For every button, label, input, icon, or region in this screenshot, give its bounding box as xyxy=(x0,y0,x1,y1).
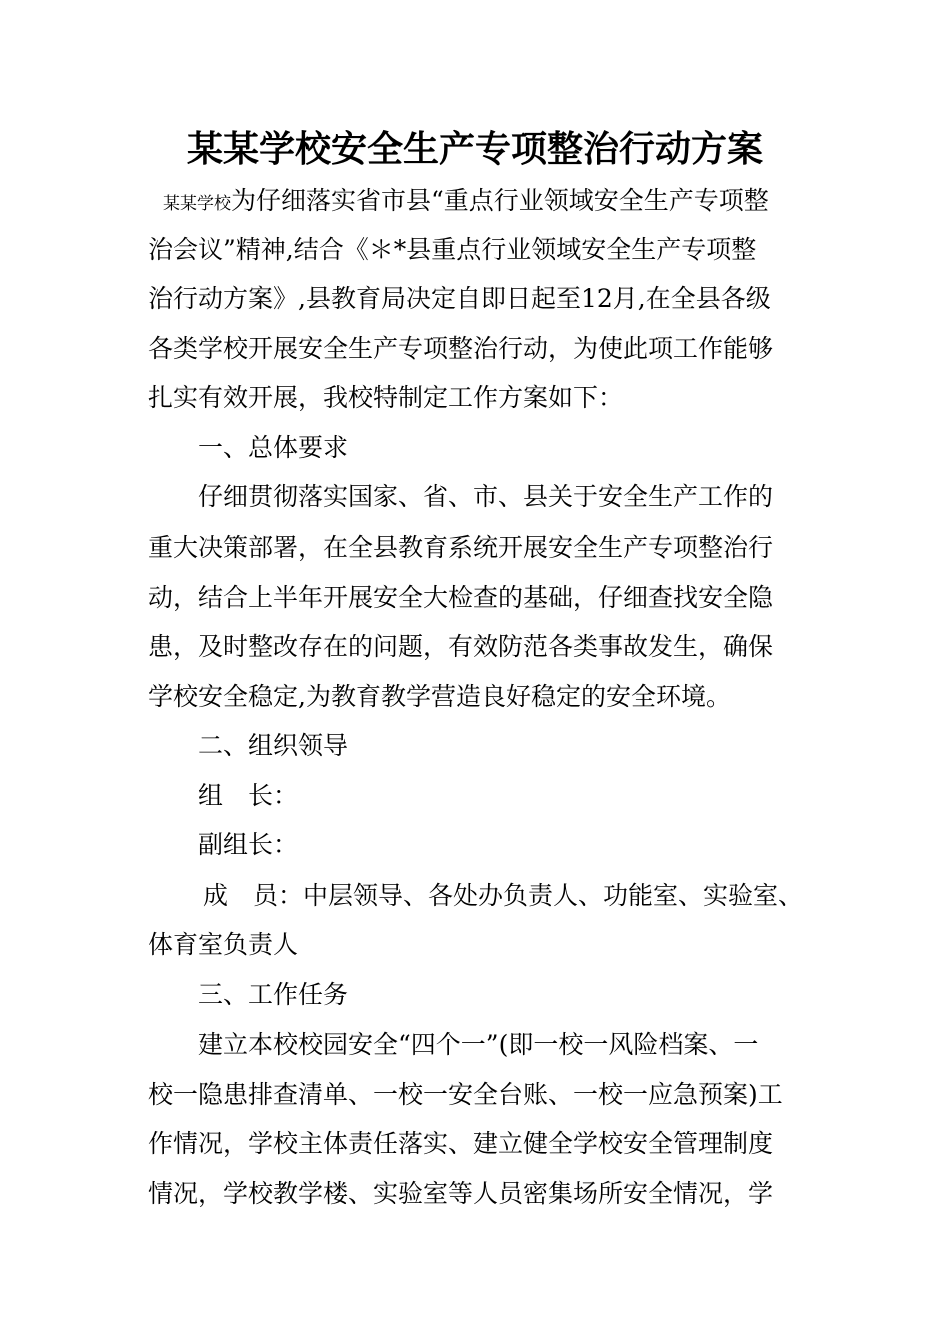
paragraph-line: 学校安全稳定,为教育教学营造良好稳定的安全环境。 xyxy=(148,682,731,711)
paragraph-line xyxy=(163,183,769,219)
leader-label: 组 长： xyxy=(198,781,299,810)
paragraph-line: 扎实有效开展，我校特制定工作方案如下： xyxy=(148,383,624,412)
paragraph-line: 治会议”精神,结合《＊*县重点行业领域安全生产专项整 xyxy=(148,235,757,264)
paragraph-line: 各类学校开展安全生产专项整治行动，为使此项工作能够 xyxy=(148,334,774,363)
section-heading: 二、组织领导 xyxy=(198,731,349,760)
document-title: 某某学校安全生产专项整治行动方案 xyxy=(186,128,763,170)
paragraph-line: 重大决策部署，在全县教育系统开展安全生产专项整治行 xyxy=(148,533,774,562)
school-name: 某某学校 xyxy=(163,194,231,214)
paragraph-line: 患，及时整改存在的问题，有效防范各类事故发生，确保 xyxy=(148,632,774,661)
section-heading: 一、总体要求 xyxy=(198,433,349,462)
paragraph-line: 仔细贯彻落实国家、省、市、县关于安全生产工作的 xyxy=(198,482,774,511)
paragraph-line: 建立本校校园安全“四个一”(即一校一风险档案、一 xyxy=(198,1030,759,1059)
paragraph-line: 校一隐患排查清单、一校一安全台账、一校一应急预案)工 xyxy=(148,1080,783,1109)
paragraph-line: 情况，学校教学楼、实验室等人员密集场所安全情况，学 xyxy=(148,1179,774,1208)
deputy-leader-label: 副组长： xyxy=(198,830,299,859)
line-text: 为仔细落实省市县“重点行业领域安全生产专项整 xyxy=(231,186,769,215)
paragraph-line: 体育室负责人 xyxy=(148,930,299,959)
paragraph-line: 作情况，学校主体责任落实、建立健全学校安全管理制度 xyxy=(148,1129,774,1158)
paragraph-line: 动，结合上半年开展安全大检查的基础，仔细查找安全隐 xyxy=(148,583,774,612)
paragraph-line: 治行动方案》,县教育局决定自即日起至12月,在全县各级 xyxy=(148,284,771,313)
members-line: 成 员：中层领导、各处办负责人、功能室、实验室、 xyxy=(203,881,804,910)
section-heading: 三、工作任务 xyxy=(198,980,349,1009)
